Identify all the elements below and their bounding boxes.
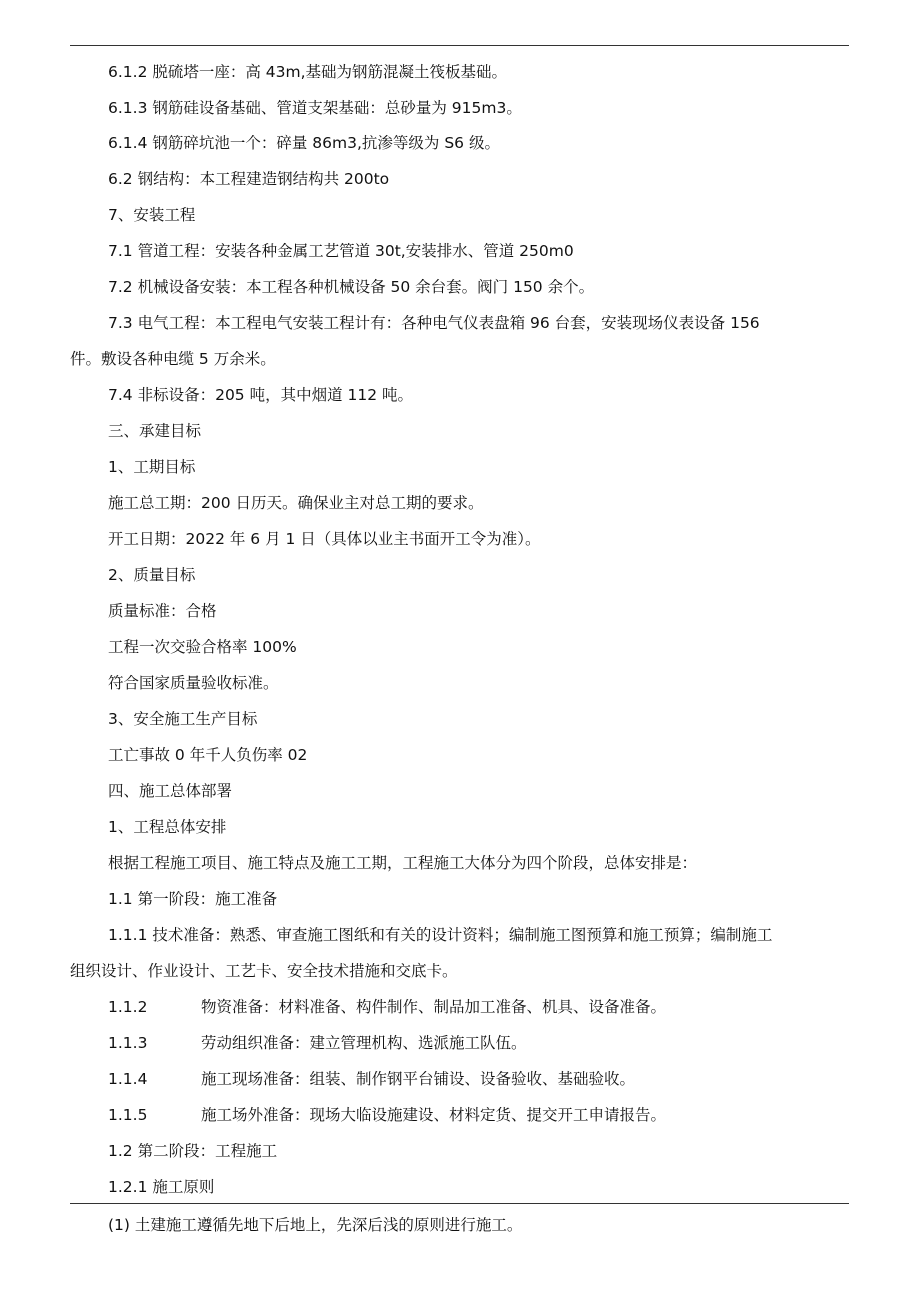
paragraph-1-1-2: 物资准备：材料准备、构件制作、制品加工准备、机具、设备准备。 xyxy=(201,998,667,1016)
item-number-1-1-2: 1.1.2 xyxy=(108,998,148,1016)
paragraph-start-date: 开工日期：2022 年 6 月 1 日（具体以业主书面开工令为准）。 xyxy=(108,530,541,548)
paragraph-four-stages: 根据工程施工项目、施工特点及施工工期，工程施工大体分为四个阶段，总体安排是： xyxy=(108,854,698,872)
paragraph-7-3: 7.3 电气工程：本工程电气安装工程计有：各种电气仪表盘箱 96 台套，安装现场仪表设备 156 xyxy=(108,314,760,332)
paragraph-safety-target: 工亡事故 0 年千人负伤率 02 xyxy=(108,746,308,764)
paragraph-1-1-1: 1.1.1 技术准备：熟悉、审查施工图纸和有关的设计资料；编制施工图预算和施工预算；编制施工 xyxy=(108,926,773,944)
paragraph-6-2: 6.2 钢结构：本工程建造钢结构共 200to xyxy=(108,170,390,188)
paragraph-7-1: 7.1 管道工程：安装各种金属工艺管道 30t,安装排水、管道 250m0 xyxy=(108,242,574,260)
heading-schedule-goal: 1、工期目标 xyxy=(108,458,196,476)
paragraph-1-1-1-cont: 组织设计、作业设计、工艺卡、安全技术措施和交底卡。 xyxy=(70,962,458,980)
paragraph-national-standard: 符合国家质量验收标准。 xyxy=(108,674,279,692)
paragraph-6-1-3: 6.1.3 钢筋硅设备基础、管道支架基础：总砂量为 915m3。 xyxy=(108,99,522,117)
paragraph-principle-1: (1) 土建施工遵循先地下后地上，先深后浅的原则进行施工。 xyxy=(108,1216,523,1234)
paragraph-6-1-2: 6.1.2 脱硫塔一座：高 43m,基础为钢筋混凝土筏板基础。 xyxy=(108,63,508,81)
paragraph-1-1-5: 施工场外准备：现场大临设施建设、材料定货、提交开工申请报告。 xyxy=(201,1106,667,1124)
heading-stage-2: 1.2 第二阶段：工程施工 xyxy=(108,1142,278,1160)
heading-overall-arrangement: 1、工程总体安排 xyxy=(108,818,227,836)
paragraph-7-2: 7.2 机械设备安装：本工程各种机械设备 50 余台套。阀门 150 余个。 xyxy=(108,278,595,296)
heading-quality-goal: 2、质量目标 xyxy=(108,566,196,584)
heading-stage-1: 1.1 第一阶段：施工准备 xyxy=(108,890,278,908)
heading-four-deployment: 四、施工总体部署 xyxy=(108,782,233,800)
paragraph-quality-standard: 质量标准：合格 xyxy=(108,602,217,620)
footer-rule xyxy=(70,1203,849,1204)
paragraph-6-1-4: 6.1.4 钢筋碎坑池一个：碎量 86m3,抗渗等级为 S6 级。 xyxy=(108,134,500,152)
item-number-1-1-5: 1.1.5 xyxy=(108,1106,148,1124)
item-number-1-1-3: 1.1.3 xyxy=(108,1034,148,1052)
paragraph-7-3-cont: 件。敷设各种电缆 5 万余米。 xyxy=(70,350,276,368)
paragraph-1-1-4: 施工现场准备：组装、制作钢平台铺设、设备验收、基础验收。 xyxy=(201,1070,636,1088)
paragraph-pass-rate: 工程一次交验合格率 100% xyxy=(108,638,297,656)
heading-7-installation: 7、安装工程 xyxy=(108,206,196,224)
paragraph-1-1-3: 劳动组织准备：建立管理机构、选派施工队伍。 xyxy=(201,1034,527,1052)
heading-three-goals: 三、承建目标 xyxy=(108,422,202,440)
paragraph-7-4: 7.4 非标设备：205 吨，其中烟道 112 吨。 xyxy=(108,386,414,404)
header-rule xyxy=(70,45,849,46)
heading-construction-principle: 1.2.1 施工原则 xyxy=(108,1178,215,1196)
paragraph-total-duration: 施工总工期：200 日历天。确保业主对总工期的要求。 xyxy=(108,494,484,512)
item-number-1-1-4: 1.1.4 xyxy=(108,1070,148,1088)
heading-safety-goal: 3、安全施工生产目标 xyxy=(108,710,258,728)
